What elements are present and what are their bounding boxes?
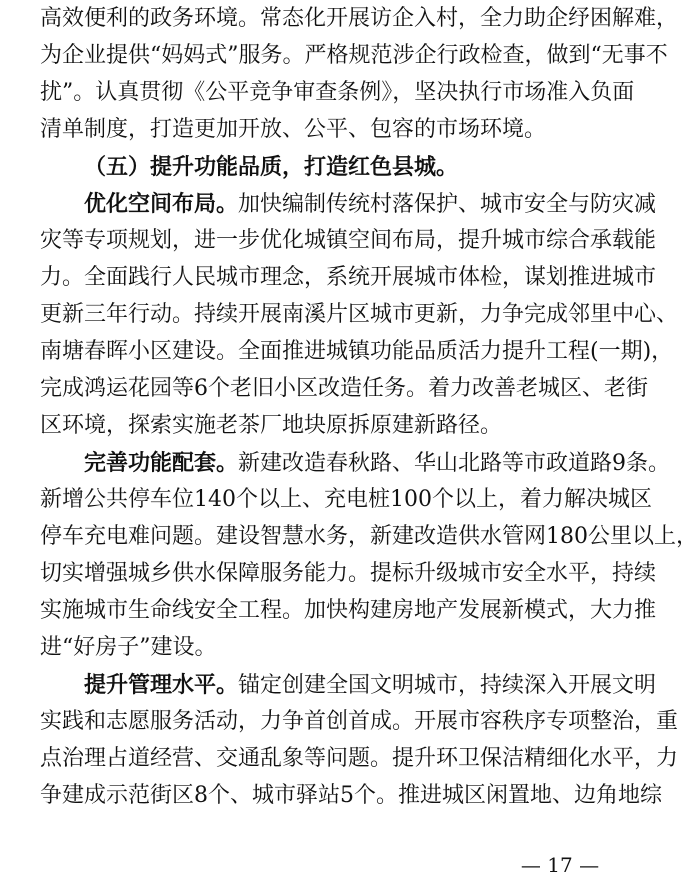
subsection-lead: 优化空间布局。 [84,191,239,217]
paragraph-first-line [84,448,671,478]
paragraph-line [40,41,668,71]
paragraph-line [40,263,657,293]
paragraph-line [40,707,679,737]
paragraph-line [40,78,635,108]
line-text: （五）提升功能品质，打造红色县城。 [84,154,459,180]
paragraph-line [40,596,657,626]
paragraph-first-line [84,189,657,219]
line-text: 争建成示范街区8个、城市驿站5个。推进城区闲置地、边角地综 [40,783,662,808]
paragraph-line [40,300,679,330]
paragraph-line [40,226,657,256]
paragraph-last-line [40,633,624,663]
page-number: — 17 — [520,853,600,877]
paragraph-line [40,337,674,367]
line-text: 点治理占道经营、交通乱象等问题。提升环卫保洁精细化水平，力 [40,746,679,771]
line-text: 南塘春晖小区建设。全面推进城镇功能品质活力提升工程(一期)， [40,339,674,364]
line-text: 锚定创建全国文明城市，持续深入开展文明 [238,673,657,698]
line-text: 扰”。认真贯彻《公平竞争审查条例》，坚决执行市场准入负面 [40,80,635,105]
line-text: 清单制度，打造更加开放、公平、包容的市场环境。 [40,117,547,142]
paragraph-line [40,744,679,774]
paragraph-last-line [40,115,624,145]
line-text: 区环境，探索实施老茶厂地块原拆原建新路径。 [40,413,503,438]
paragraph-first-line [84,670,657,700]
line-text: 切实增强城乡供水保障服务能力。提标升级城市安全水平，持续 [40,561,657,586]
paragraph-line [40,781,662,811]
subsection-lead: 完善功能配套。 [84,450,239,476]
line-text: 为企业提供“妈妈式”服务。严格规范涉企行政检查，做到“无事不 [40,43,668,68]
line-text: 实践和志愿服务活动，力争首创首成。开展市容秩序专项整治，重 [40,709,679,734]
line-text: 停车充电难问题。建设智慧水务，新建改造供水管网180公里以上， [40,524,698,549]
paragraph-line [40,4,679,34]
line-text: 实施城市生命线安全工程。加快构建房地产发展新模式，大力推 [40,598,657,623]
line-text: 力。全面践行人民城市理念，系统开展城市体检，谋划推进城市 [40,265,657,290]
paragraph-line [40,374,648,404]
line-text: 进“好房子”建设。 [40,635,217,660]
subsection-lead: 提升管理水平。 [84,672,239,698]
paragraph-last-line [40,411,624,441]
paragraph-line [40,522,698,552]
line-text: 新建改造春秋路、华山北路等市政道路9条。 [238,451,671,476]
line-text: 高效便利的政务环境。常态化开展访企入村，全力助企纾困解难， [40,6,679,31]
line-text: 新增公共停车位140个以上、充电桩100个以上，着力解决城区 [40,487,652,512]
paragraph-line [40,559,657,589]
paragraph-line [40,485,652,515]
line-text: 灾等专项规划，进一步优化城镇空间布局，提升城市综合承载能 [40,228,657,253]
line-text: 加快编制传统村落保护、城市安全与防灾减 [238,192,657,217]
section-heading [84,152,668,182]
line-text: 完成鸿运花园等6个老旧小区改造任务。着力改善老城区、老街 [40,376,648,401]
line-text: 更新三年行动。持续开展南溪片区城市更新，力争完成邻里中心、 [40,302,679,327]
